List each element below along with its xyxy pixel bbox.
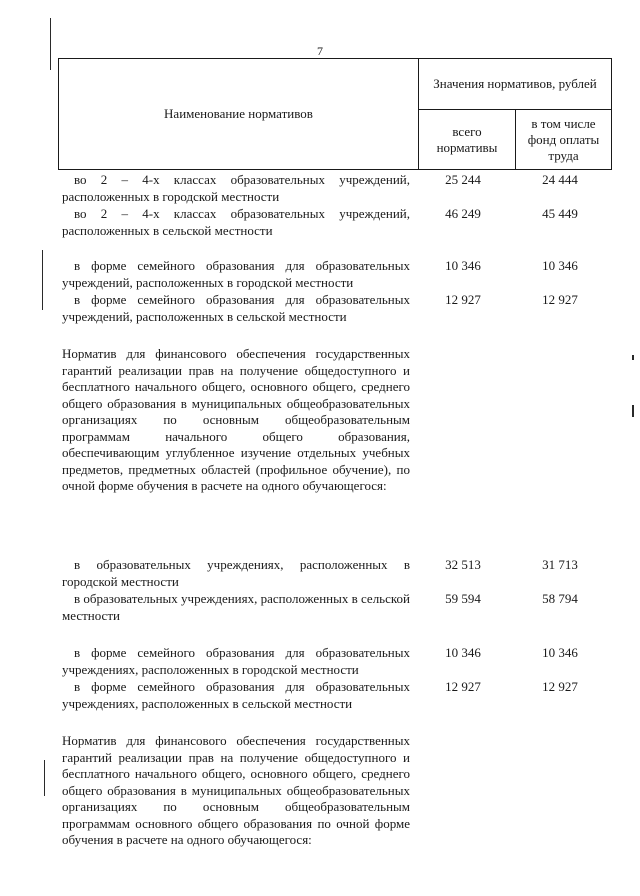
row-name: в форме семейного образования для образовательных учреждений, расположенных в сельской местности — [62, 292, 410, 324]
row-wage-value: 58 794 — [542, 591, 578, 606]
row-wage-value: 10 346 — [542, 645, 578, 660]
section-paragraph: Норматив для финансового обеспечения государственных гарантий реализации прав на получение общедоступного и бесплатного начального общего, основного общего, среднего общего образования в муниципальных общеобразовательных организациях по основным общеобразовательным программам начального общего образования, обеспечивающим углубленное изучение отдельных учебных предметов, предметных областей (профильное обучение), по очной форме обучения в расчете на одного обучающегося: — [62, 346, 410, 493]
header-wage-cell — [515, 109, 612, 170]
row-wage-value: 31 713 — [542, 557, 578, 572]
row-total-value: 10 346 — [445, 645, 481, 660]
row-total-value: 25 244 — [445, 172, 481, 187]
row-wage-value: 12 927 — [542, 679, 578, 694]
row-name: в форме семейного образования для образовательных учреждениях, расположенных в городской местности — [62, 645, 410, 677]
header-values-group-label: Значения нормативов, рублей — [433, 76, 597, 91]
row-total-value: 12 927 — [445, 679, 481, 694]
scan-margin-line — [42, 250, 43, 310]
scan-margin-line — [44, 760, 45, 796]
scan-edge-mark — [632, 355, 634, 360]
section-paragraph: Норматив для финансового обеспечения государственных гарантий реализации прав на получение общедоступного и бесплатного начального общего, основного общего, среднего общего образования в муниципальных общеобразовательных организациях по основным общеобразовательным программам основного общего образования по очной форме обучения в расчете на одного обучающегося: — [62, 733, 410, 847]
row-wage-value: 10 346 — [542, 258, 578, 273]
header-name-label: Наименование нормативов — [164, 106, 313, 121]
row-name: в образовательных учреждениях, расположенных в городской местности — [62, 557, 410, 589]
header-total-cell — [418, 109, 516, 170]
header-name-cell — [58, 58, 419, 170]
row-total-value: 59 594 — [445, 591, 481, 606]
header-total-label: всего нормативы — [436, 123, 498, 155]
row-name: во 2 – 4-х классах образовательных учреждений, расположенных в сельской местности — [62, 206, 410, 238]
row-name: в образовательных учреждениях, расположенных в сельской местности — [62, 591, 410, 623]
row-name: в форме семейного образования для образовательных учреждений, расположенных в городской местности — [62, 258, 410, 290]
row-total-value: 12 927 — [445, 292, 481, 307]
row-wage-value: 24 444 — [542, 172, 578, 187]
row-name: во 2 – 4-х классах образовательных учреждений, расположенных в городской местности — [62, 172, 410, 204]
row-name: в форме семейного образования для образовательных учреждениях, расположенных в сельской местности — [62, 679, 410, 711]
row-wage-value: 12 927 — [542, 292, 578, 307]
header-wage-label: в том числе фонд оплаты труда — [527, 115, 600, 163]
page-number: 7 — [317, 44, 323, 58]
row-total-value: 10 346 — [445, 258, 481, 273]
row-total-value: 46 249 — [445, 206, 481, 221]
row-total-value: 32 513 — [445, 557, 481, 572]
scan-edge-mark — [632, 405, 634, 417]
header-values-group-cell — [418, 58, 612, 110]
row-wage-value: 45 449 — [542, 206, 578, 221]
